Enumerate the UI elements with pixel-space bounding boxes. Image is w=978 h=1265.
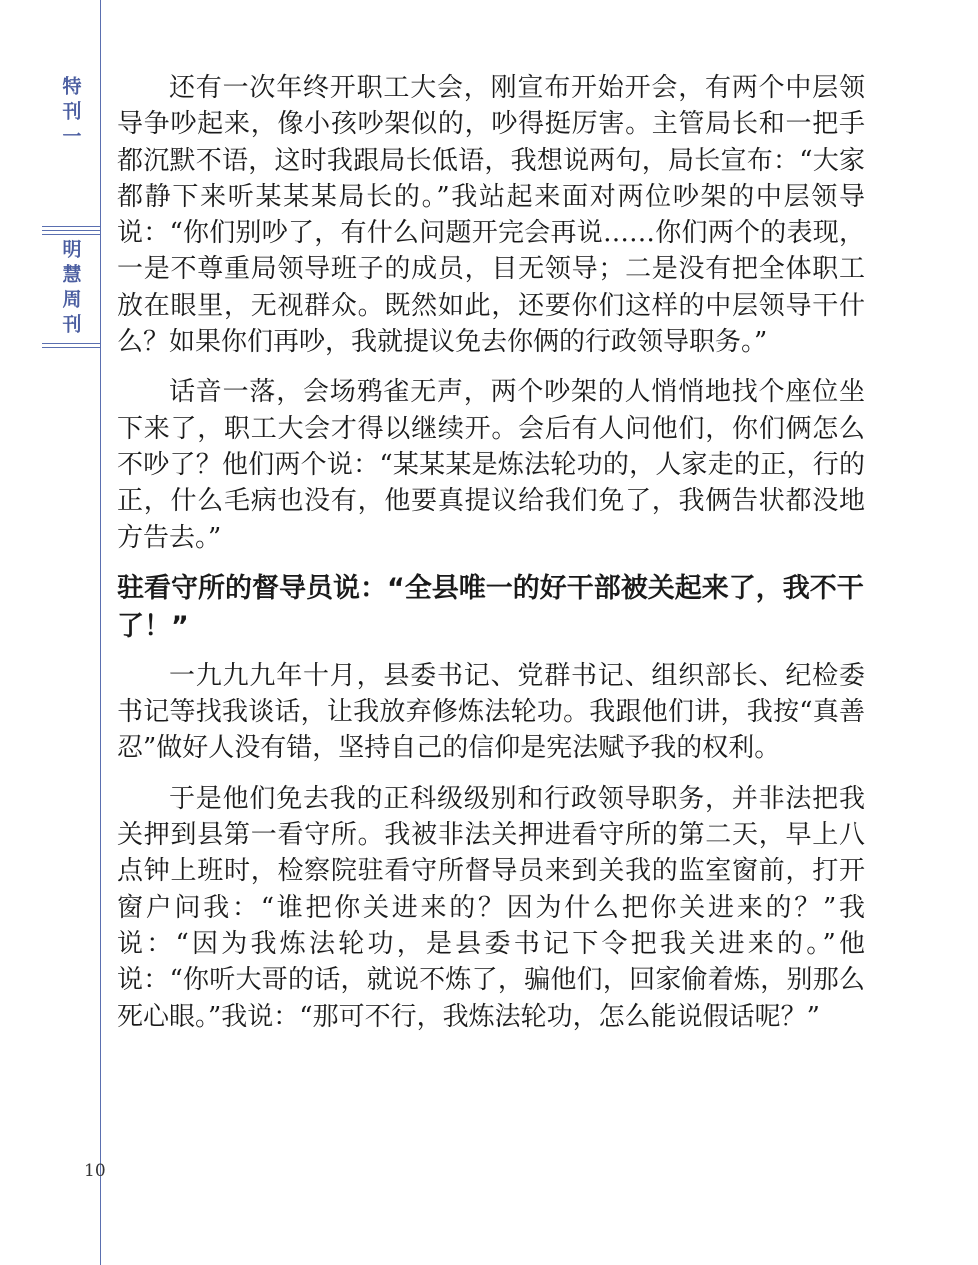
side-tab-special-issue[interactable]: [42, 0, 100, 231]
paragraph: 一九九九年十月，县委书记、党群书记、组织部长、纪检委书记等找我谈话，让我放弃修炼法轮功。我跟他们讲，我按“真善忍”做好人没有错，坚持自己的信仰是宪法赋予我的权利。: [117, 660, 865, 764]
article-body: [117, 70, 865, 1049]
paragraph: 于是他们免去我的正科级级别和行政领导职务，并非法把我关押到县第一看守所。我被非法关押进看守所的第二天，早上八点钟上班时，检察院驻看守所督导员来到关我的监室窗前，打开窗户问我：“谁把你关进来的？因为什么把你关进来的？”我说：“因为我炼法轮功，是县委书记下令把我关进来的。”他说：“你听大哥的话，就说不炼了，骗他们，回家偷着炼，别那么死心眼。”我说：“那可不行，我炼法轮功，怎么能说假话呢？”: [117, 783, 865, 1032]
paragraph: 还有一次年终开职工大会，刚宣布开始开会，有两个中层领导争吵起来，像小孩吵架似的，吵得挺厉害。主管局长和一把手都沉默不语，这时我跟局长低语，我想说两句，局长宣布：“大家都静下来听某某某局长的。”我站起来面对两位吵架的中层领导说：“你们别吵了，有什么问题开完会再说……你们两个的表现，一是不尊重局领导班子的成员，目无领导；二是没有把全体职工放在眼里，无视群众。既然如此，还要你们这样的中层领导干什么？如果你们再吵，我就提议免去你俩的行政领导职务。”: [117, 73, 865, 358]
margin-rule: [100, 0, 101, 1265]
side-tab-label: 明慧周刊: [59, 239, 82, 339]
side-tab-minghui-weekly[interactable]: [42, 230, 100, 348]
side-tab-label: 特刊一: [59, 75, 82, 151]
paragraph: 话音一落，会场鸦雀无声，两个吵架的人悄悄地找个座位坐下来了，职工大会才得以继续开。会后有人问他们，你们俩怎么不吵了？他们两个说：“某某某是炼法轮功的，人家走的正，行的正，什么毛病也没有，他要真提议给我们免了，我俩告状都没地方告去。”: [117, 377, 865, 553]
page-number: 10: [84, 1161, 106, 1181]
section-heading: 驻看守所的督导员说：“全县唯一的好干部被关起来了，我不干了！”: [117, 572, 864, 642]
